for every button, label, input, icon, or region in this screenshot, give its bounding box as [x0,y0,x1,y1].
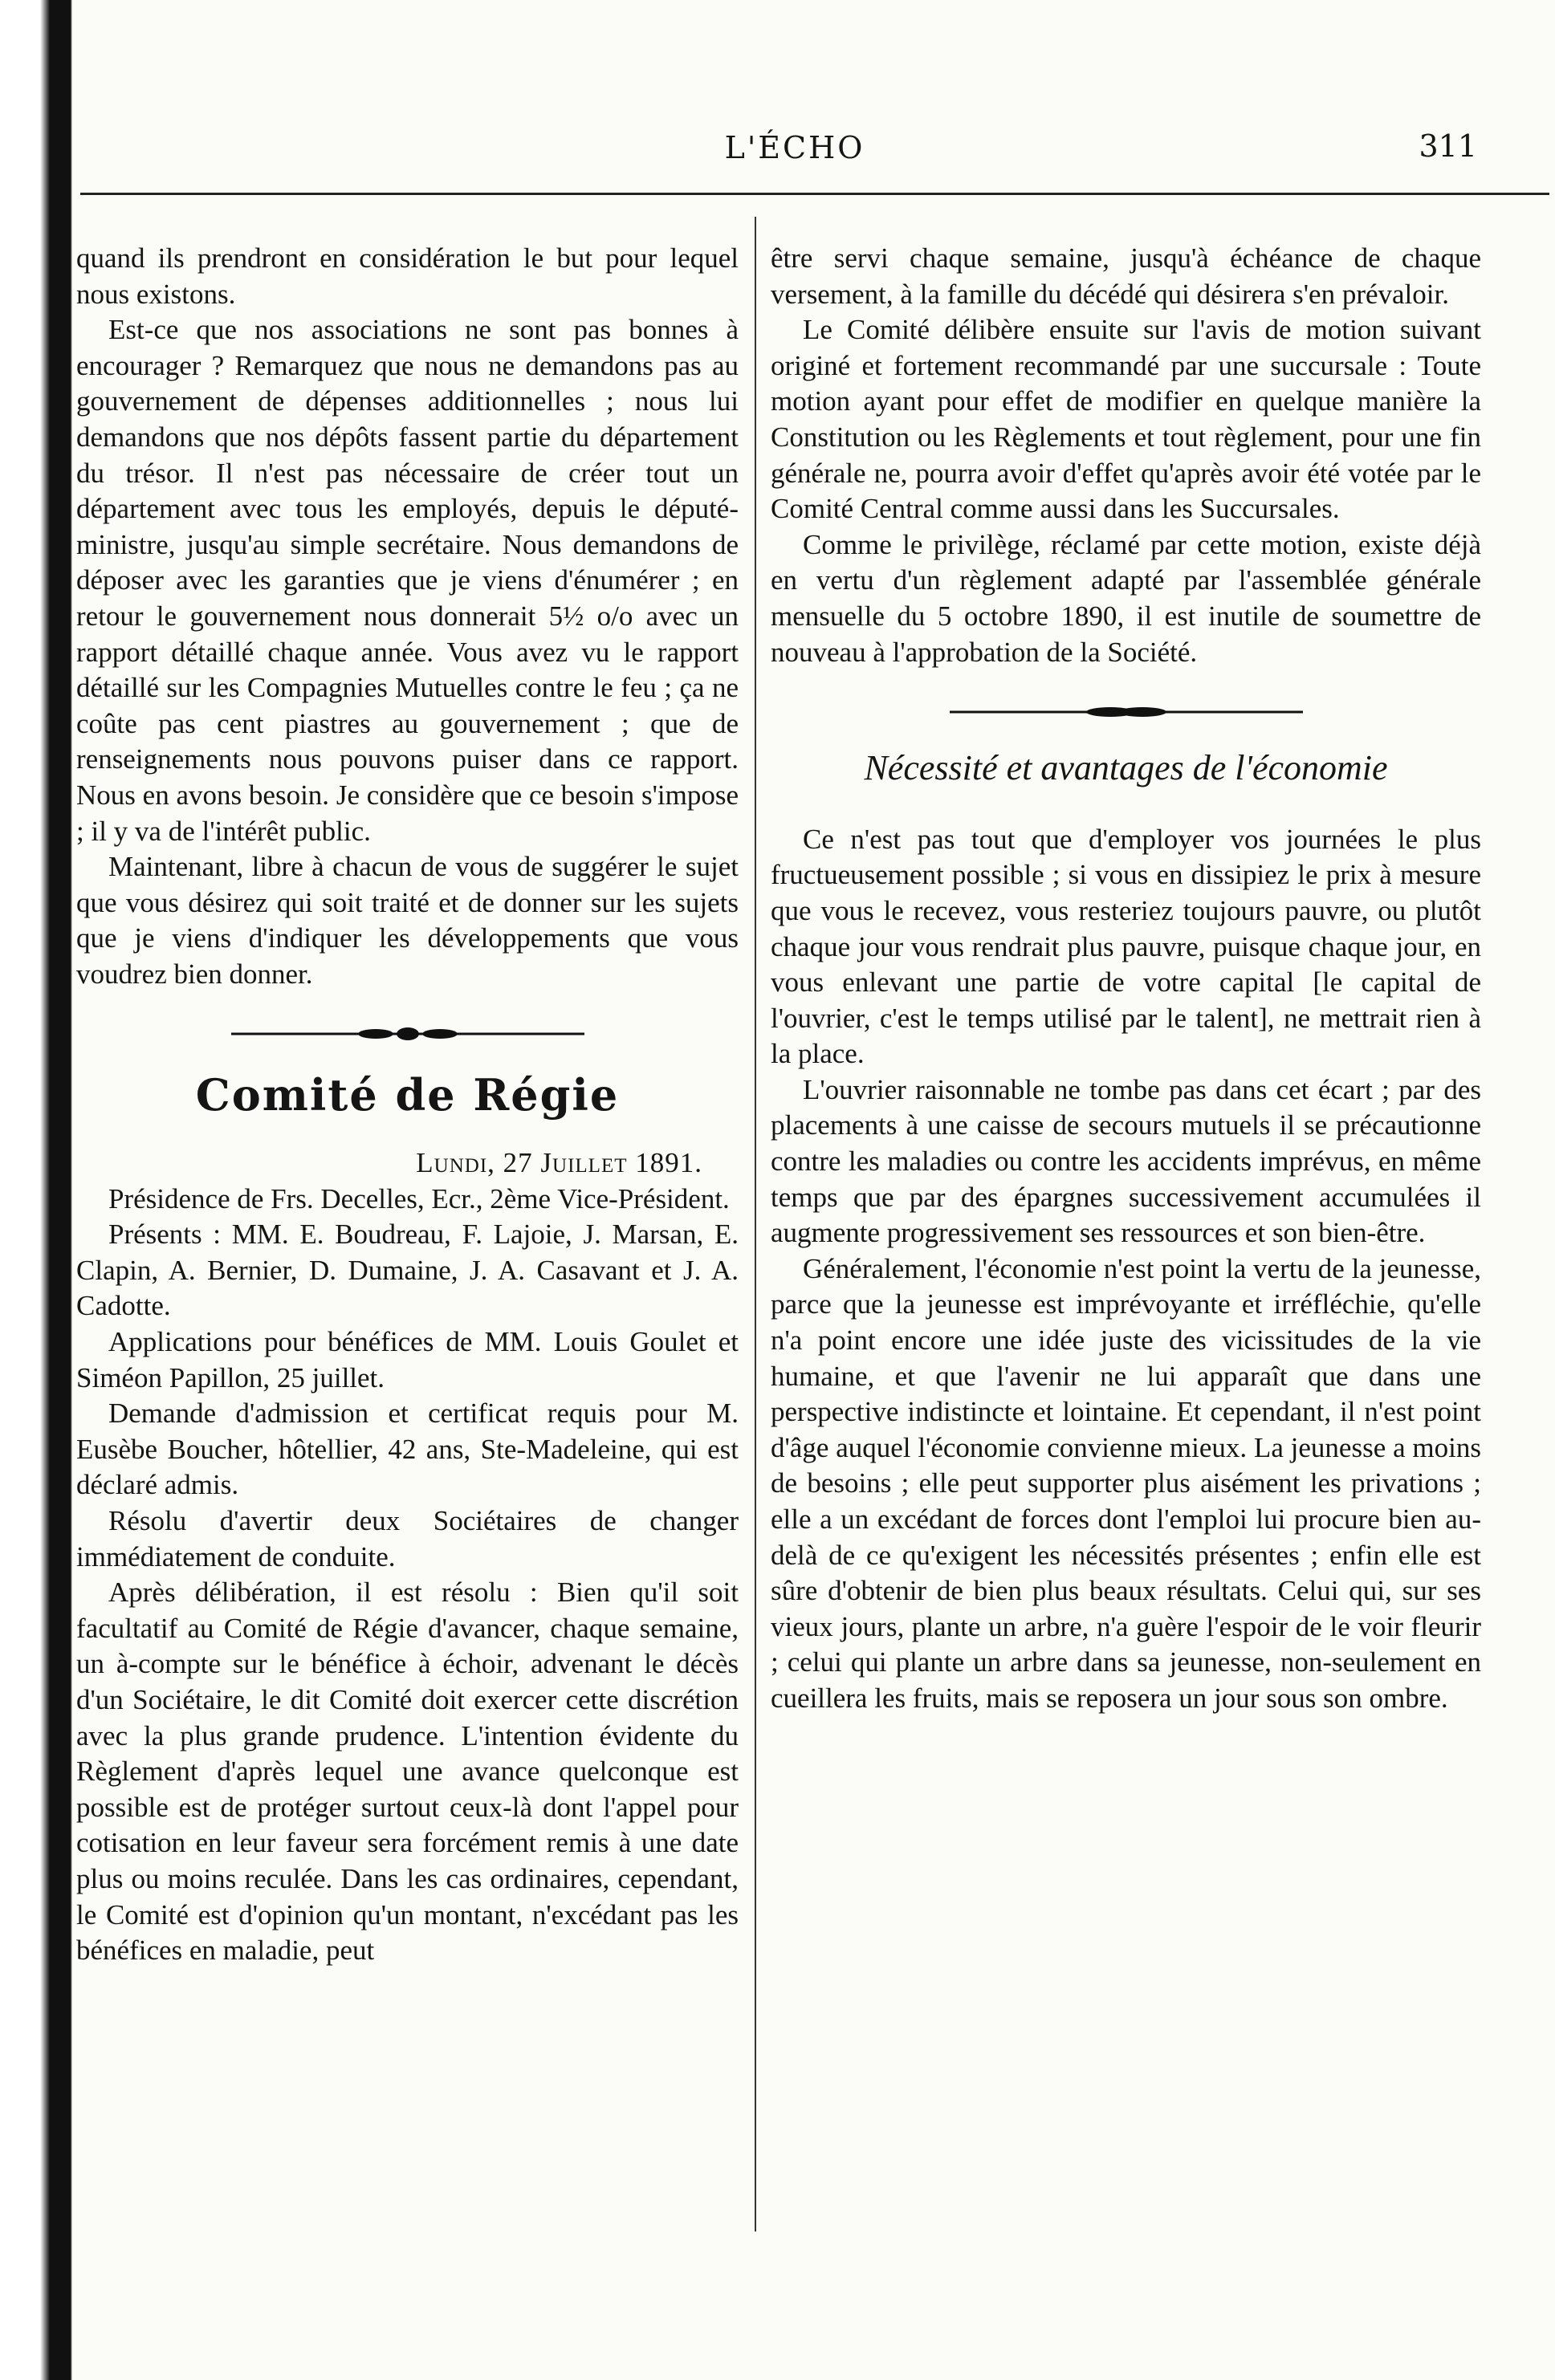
paragraph: L'ouvrier raisonnable ne tombe pas dans cet écart ; par des placements à une caisse de secours mutuels il se précautionne contre les maladies ou contre les accidents imprévus, en même temps que par des épargnes successivement accumulées il augmente progressivement ses ressources et son bien-être. [771,1073,1481,1249]
paragraph: être servi chaque semaine, jusqu'à échéance de chaque versement, à la famille du décédé qui désirera s'en prévaloir. [771,242,1481,310]
page-title: L'ÉCHO [724,130,865,165]
paragraph: Présidence de Frs. Decelles, Ecr., 2ème Vice-Président. [108,1182,730,1214]
section-title-economie: Nécessité et avantages de l'économie [864,748,1388,788]
paragraph: Après délibération, il est résolu : Bien qu'il soit facultatif au Comité de Régie d'avancer, chaque semaine, un à-compte sur le bénéfice à échoir, advenant le décès d'un Sociétaire, le dit Comité doit exercer cette discrétion avec la plus grande prudence. L'intention évidente du Règlement d'après lequel une avance quelconque est possible est de protéger surtout ceux-là dont l'appel pour cotisation en leur faveur sera forcément remis à une date plus ou moins reculée. Dans les cas ordinaires, cependant, le Comité est d'opinion qu'un montant, n'excédant pas les bénéfices en maladie, peut [76,1576,739,1967]
paragraph: Présents : MM. E. Boudreau, F. Lajoie, J. Marsan, E. Clapin, A. Bernier, D. Dumaine, J. A. Casavant et J. A. Cadotte. [76,1218,739,1322]
right-column [771,241,1481,1717]
section-title-comite: Comité de Régie [195,1069,620,1121]
paragraph: Le Comité délibère ensuite sur l'avis de motion suivant originé et fortement recommandé par une succursale : Toute motion ayant pour effet de modifier en quelque manière la Constitution ou les Règlements et tout règlement, pour une fin générale ne, pourra avoir d'effet qu'après avoir été votée par le Comité Central comme aussi dans les Succursales. [771,314,1481,525]
paragraph: Maintenant, libre à chacun de vous de suggérer le sujet que vous désirez qui soit traité et de donner sur les sujets que je viens d'indiquer les développements que vous voudrez bien donner. [76,851,739,990]
page-number: 311 [1419,128,1477,164]
binding-edge [0,0,72,2380]
left-column [76,241,739,1969]
paragraph: Applications pour bénéfices de MM. Louis Goulet et Siméon Papillon, 25 juillet. [76,1326,739,1393]
paragraph: quand ils prendront en considération le but pour lequel nous existons. [76,242,739,310]
header-rule [80,193,1549,195]
paragraph: Résolu d'avertir deux Sociétaires de changer immédiatement de conduite. [76,1505,739,1572]
paragraph: Comme le privilège, réclamé par cette motion, existe déjà en vertu d'un règlement adapté par l'assemblée générale mensuelle du 5 octobre 1890, il est inutile de soumettre de nouveau à l'approbation de la Société. [771,528,1481,668]
column-divider [755,217,756,2232]
meeting-date: Lundi, 27 Juillet 1891. [416,1147,702,1179]
ornament-rule [950,702,1303,722]
running-head [80,120,1509,177]
paragraph: Ce n'est pas tout que d'employer vos journées le plus fructueusement possible ; si vous en dissipiez le prix à mesure que vous le recevez, vous resteriez toujours pauvre, ou plutôt chaque jour vous rendrait plus pauvre, puisque chaque jour, en vous enlevant une partie de votre capital [le capital de l'ouvrier, c'est le temps utilisé par le talent], ne mettrait rien à la place. [771,823,1481,1070]
paragraph: Demande d'admission et certificat requis pour M. Eusèbe Boucher, hôtellier, 42 ans, Ste-Madeleine, qui est déclaré admis. [76,1397,739,1501]
paragraph: Est-ce que nos associations ne sont pas bonnes à encourager ? Remarquez que nous ne demandons pas au gouvernement de dépenses additionnelles ; nous lui demandons que nos dépôts fassent partie du département du trésor. Il n'est pas nécessaire de créer tout un département avec tous les employés, depuis le député-ministre, jusqu'au simple secrétaire. Nous demandons de déposer avec les garanties que je viens d'énumérer ; en retour le gouvernement nous donnerait 5½ o/o avec un rapport détaillé chaque année. Vous avez vu le rapport détaillé sur les Compagnies Mutuelles contre le feu ; ça ne coûte pas cent piastres au gouvernement ; que de renseignements nous pouvons puiser dans ce rapport. Nous en avons besoin. Je considère que ce besoin s'impose ; il y va de l'intérêt public. [76,314,739,847]
ornament-rule [231,1024,584,1044]
paragraph: Généralement, l'économie n'est point la vertu de la jeunesse, parce que la jeunesse est imprévoyante et irréfléchie, qu'elle n'a point encore une idée juste des vicissitudes de la vie humaine, et que l'avenir ne lui apparaît que dans une perspective indistincte et lointaine. Et cependant, il n'est point d'âge auquel l'économie convienne mieux. La jeunesse a moins de besoins ; elle peut supporter plus aisément les privations ; elle a un excédant de forces dont l'emploi lui procure bien au-delà de ce qu'exigent les nécessités présentes ; enfin elle est sûre d'obtenir de bien plus beaux résultats. Celui qui, sur ses vieux jours, plante un arbre, n'a guère l'espoir de le voir fleurir ; celui qui plante un arbre dans sa jeunesse, non-seulement en cueillera les fruits, mais se reposera un jour sous son ombre. [771,1252,1481,1714]
